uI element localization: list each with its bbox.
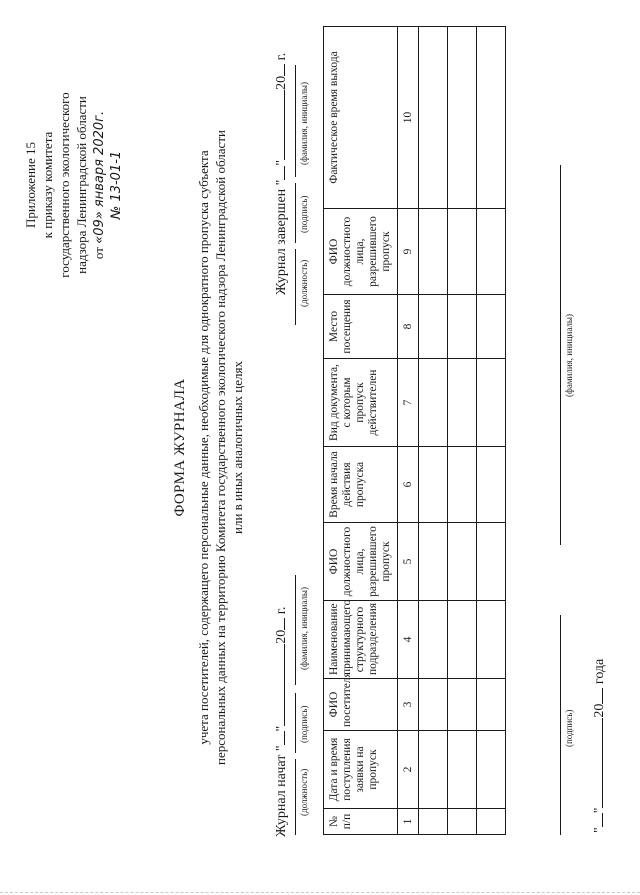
caption-end-position: (должность) bbox=[299, 259, 309, 307]
journal-table bbox=[323, 26, 506, 835]
form-subtitle bbox=[195, 60, 246, 835]
subtitle-line-1: учета посетителей, содержащего персональные данные, необходимые для однократного пропуска субъекта bbox=[196, 150, 211, 745]
annex-block bbox=[22, 35, 125, 335]
number-cell: 3 bbox=[398, 679, 419, 731]
caption-start-position: (должность) bbox=[299, 768, 309, 816]
annex-date bbox=[90, 35, 108, 335]
header-cell: Наименование принимающего структурного подразделения bbox=[324, 601, 398, 679]
annex-line-3: государственного экологического bbox=[57, 92, 72, 278]
header-cell: ФИО должностного лица, разрешившего пропуск bbox=[324, 523, 398, 601]
header-cell: № п/п bbox=[324, 809, 398, 835]
caption-end-name: (фамилия, инициалы) bbox=[299, 82, 309, 165]
table-header-row bbox=[324, 27, 398, 835]
header-cell: Вид документа, с которым пропуск действителен bbox=[324, 359, 398, 447]
caption-end-signature: (подпись) bbox=[299, 195, 309, 233]
header-cell: Фактическое время выхода bbox=[324, 27, 398, 209]
footer-date-line: ""20 года bbox=[592, 658, 607, 833]
annex-number: № 13-01-1 bbox=[109, 150, 124, 220]
form-title: ФОРМА ЖУРНАЛА bbox=[172, 378, 188, 517]
number-cell: 1 bbox=[398, 809, 419, 835]
annex-date-prefix: от bbox=[91, 247, 106, 260]
annex-line-2: к приказу комитета bbox=[40, 131, 55, 239]
number-cell: 8 bbox=[398, 295, 419, 359]
annex-date-value: «09» января 2020г. bbox=[92, 110, 107, 244]
table-number-row bbox=[398, 27, 419, 835]
annex-line-4: надзора Ленинградской области bbox=[74, 96, 89, 274]
journal-start-label: Журнал начат " bbox=[274, 745, 289, 837]
number-cell: 10 bbox=[398, 27, 419, 209]
header-cell: Место посещения bbox=[324, 295, 398, 359]
number-cell: 5 bbox=[398, 523, 419, 601]
header-cell: Дата и время поступления заявки на пропуск bbox=[324, 731, 398, 809]
journal-start-line: Журнал начат ""20 г. bbox=[274, 606, 289, 837]
subtitle-line-2: персональных данных на территорию Комитета государственного экологического надзора Ленинградской области bbox=[213, 130, 228, 765]
scan-edge bbox=[0, 891, 640, 893]
number-cell: 2 bbox=[398, 731, 419, 809]
footer-signature-caption: (подпись) bbox=[564, 709, 574, 747]
header-cell: ФИО должностного лица, разрешившего пропуск bbox=[324, 209, 398, 295]
header-cell: Время начала действия пропуска bbox=[324, 447, 398, 523]
number-cell: 7 bbox=[398, 359, 419, 447]
caption-start-signature: (подпись) bbox=[299, 705, 309, 743]
header-cell: ФИО посетителя bbox=[324, 679, 398, 731]
journal-end-line: Журнал завершен ""20 г. bbox=[274, 52, 289, 295]
subtitle-line-3: или в иных аналогичных целях bbox=[230, 361, 245, 534]
caption-start-name: (фамилия, инициалы) bbox=[299, 587, 309, 670]
number-cell: 9 bbox=[398, 209, 419, 295]
table-row bbox=[477, 27, 506, 835]
number-cell: 4 bbox=[398, 601, 419, 679]
annex-line-1: Приложение 15 bbox=[23, 141, 38, 229]
number-cell: 6 bbox=[398, 447, 419, 523]
table-row bbox=[419, 27, 448, 835]
journal-end-label: Журнал завершен " bbox=[274, 179, 289, 295]
table-row bbox=[448, 27, 477, 835]
footer-name-caption: (фамилия, инициалы) bbox=[564, 314, 574, 397]
